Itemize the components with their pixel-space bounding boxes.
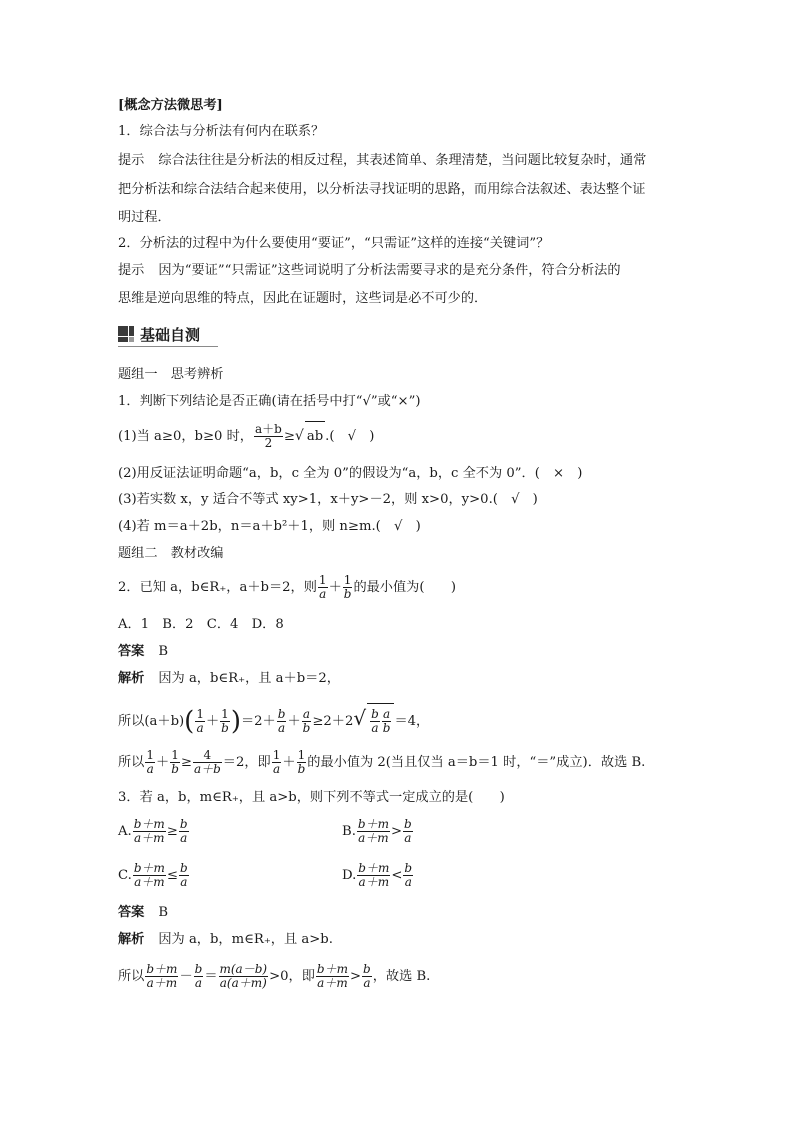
hint-2-line-2: 思维是逆向思维的特点，因此在证题时，这些词是必不可少的． (118, 291, 488, 306)
fraction: $\frac{a+b}{2}$ (255, 422, 282, 450)
problem-2-analysis-1: 解析 因为 a，b∈R₊，且 a＋b＝2， (118, 671, 340, 686)
section-heading (118, 322, 218, 346)
section-square-icon (118, 326, 134, 342)
problem-2-options: A．1 B．2 C．4 D．8 (118, 617, 284, 632)
item-1: 1．判断下列结论是否正确(请在括号中打“√”或“×”) (118, 394, 421, 409)
option-b: B. $\frac{b+m}{a+m}$ > $\frac{b}{a}$ (342, 817, 412, 845)
hint-1-line-2: 把分析法和综合法结合起来使用，以分析法寻找证明的思路，而用综合法叙述、表达整个证 (118, 182, 646, 197)
problem-2-analysis-3: 所以 $\frac{1}{a}$ ＋ $\frac{1}{b}$ ≥ $\frac{4}{a+b}$ ＝2，即 $\frac{1}{a}$ ＋ $\frac{1}{b}$ 的最小值为 2(当且仅当 a＝b＝1 时，“＝”成立)．故选 B. (118, 748, 646, 776)
problem-3-answer: 答案 B (118, 905, 169, 920)
group-1-title: 题组一 思考辨析 (118, 367, 224, 382)
option-c: C. $\frac{b+m}{a+m}$ ≤ $\frac{b}{a}$ (118, 861, 188, 889)
problem-2-analysis-2: 所以(a＋b)( $\frac{1}{a}$ ＋ $\frac{1}{b}$ )＝2＋ $\frac{b}{a}$ ＋ $\frac{a}{b}$ ≥2＋2√ $\frac{b}{a}$ $\frac{a}{b}$ ＝4， (118, 700, 429, 740)
concept-header: [概念方法微思考] (118, 98, 223, 113)
option-a: A. $\frac{b+m}{a+m}$ ≥ $\frac{b}{a}$ (118, 817, 188, 845)
statement-2: (2)用反证法证明命题“a，b，c 全为 0”的假设为“a，b，c 全不为 0”．( × ) (118, 466, 583, 481)
section-divider (118, 346, 218, 347)
hint-2-line-1: 提示 因为“要证”“只需证”这些词说明了分析法需要寻求的是充分条件，符合分析法的 (118, 263, 621, 278)
question-2: 2．分析法的过程中为什么要使用“要证”，“只需证”这样的连接“关键词”？ (118, 236, 550, 251)
problem-2-answer: 答案 B (118, 644, 169, 659)
hint-1-line-1: 提示 综合法往往是分析法的相反过程，其表述简单、条理清楚，当问题比较复杂时，通常 (118, 153, 647, 168)
question-1: 1．综合法与分析法有何内在联系？ (118, 124, 325, 139)
option-d: D. $\frac{b+m}{a+m}$ < $\frac{b}{a}$ (342, 861, 413, 889)
problem-3-analysis-2: 所以 $\frac{b+m}{a+m}$ － $\frac{b}{a}$ ＝ $\frac{m(a-b)}{a(a+m)}$ >0，即 $\frac{b+m}{a+m}$ > $\frac{b}{a}$ ，故选 B. (118, 962, 431, 990)
problem-3: 3．若 a，b，m∈R₊，且 a>b，则下列不等式一定成立的是( ) (118, 790, 505, 805)
hint-label: 提示 (118, 263, 145, 278)
section-title: 基础自测 (140, 326, 201, 344)
problem-2: 2．已知 a，b∈R₊，a＋b＝2，则 $\frac{1}{a}$ ＋ $\frac{1}{b}$ 的最小值为( ) (118, 573, 457, 601)
statement-1: (1)当 a≥0，b≥0 时， $\frac{a+b}{2}$ ≥√ ab .( √ ) (118, 422, 375, 450)
hint-1-line-3: 明过程． (118, 210, 171, 225)
group-2-title: 题组二 教材改编 (118, 546, 224, 561)
problem-3-analysis-1: 解析 因为 a，b，m∈R₊，且 a>b. (118, 932, 333, 947)
fraction: $\frac{1}{a}$ (318, 573, 327, 601)
statement-3: (3)若实数 x，y 适合不等式 xy>1，x＋y>－2，则 x>0，y>0.( √ ) (118, 492, 538, 507)
fraction: $\frac{1}{b}$ (343, 573, 352, 601)
hint-label: 提示 (118, 153, 145, 168)
statement-4: (4)若 m＝a＋2b，n＝a＋b²＋1，则 n≥m.( √ ) (118, 519, 421, 534)
